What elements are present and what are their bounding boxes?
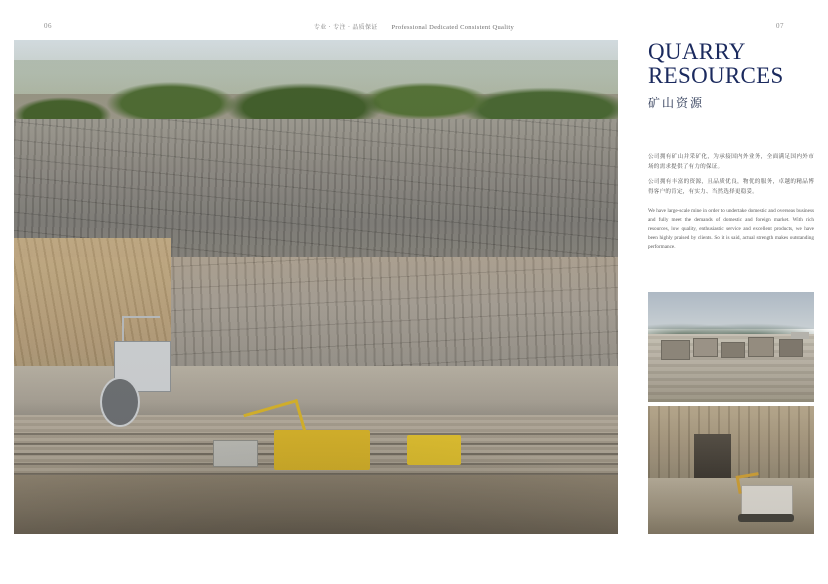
thumb1-stone-block — [693, 338, 718, 357]
photo-wire-saw-machine — [99, 341, 178, 430]
section-title-en — [648, 40, 814, 87]
thumb1-truck — [791, 332, 809, 340]
section-title-en-line2: RESOURCES — [648, 63, 784, 88]
thumbnail-photo-blocks — [648, 292, 814, 402]
right-text-column — [648, 40, 814, 252]
body-text-en — [648, 207, 814, 252]
thumb2-vignette — [648, 406, 814, 534]
saw-blade — [100, 377, 140, 427]
photo-foreground-dirt — [14, 475, 618, 534]
thumbnail-photo-machine — [648, 406, 814, 534]
section-title-en-line1: QUARRY — [648, 39, 746, 64]
body-cn-paragraph-2: 公司拥有丰富的资源，且品质优良，物优的服务，卓越的精品博得客户的肯定，有实力、当然选择更稳妥。 — [648, 179, 814, 195]
running-head-cn: 专业 · 专注 · 品质保证 — [313, 24, 378, 31]
body-en-paragraph: We have large-scale mine in order to undertake domestic and overseas business and fully meet the demands of domestic and foreign market. With rich resources, low quality, enthusiastic service and excellent products, we have been highly praised by clients. So it is said, actual strength makes outstanding performance. — [648, 208, 814, 250]
main-quarry-photo — [14, 40, 618, 534]
folio-right: 07 — [776, 22, 784, 30]
photo-excavator-second — [407, 435, 461, 465]
thumb1-stone-block — [748, 337, 775, 357]
running-head — [314, 22, 514, 31]
thumb1-stone-block — [661, 340, 690, 360]
body-text-cn — [648, 153, 814, 197]
body-cn-paragraph-1: 公司拥有矿山并采矿化，为承接国内外业务，全面满足国内外市场的需求提供了有力的保证。 — [648, 154, 814, 170]
thumb1-stone-block — [779, 339, 803, 356]
page-header — [40, 22, 788, 36]
thumb1-stone-block — [721, 342, 745, 358]
photo-excavator-yellow — [274, 430, 371, 470]
running-head-en: Professional Dedicated Consistent Quality — [391, 24, 515, 31]
folio-left: 06 — [44, 22, 52, 30]
section-title-cn: 矿山资源 — [648, 96, 705, 110]
